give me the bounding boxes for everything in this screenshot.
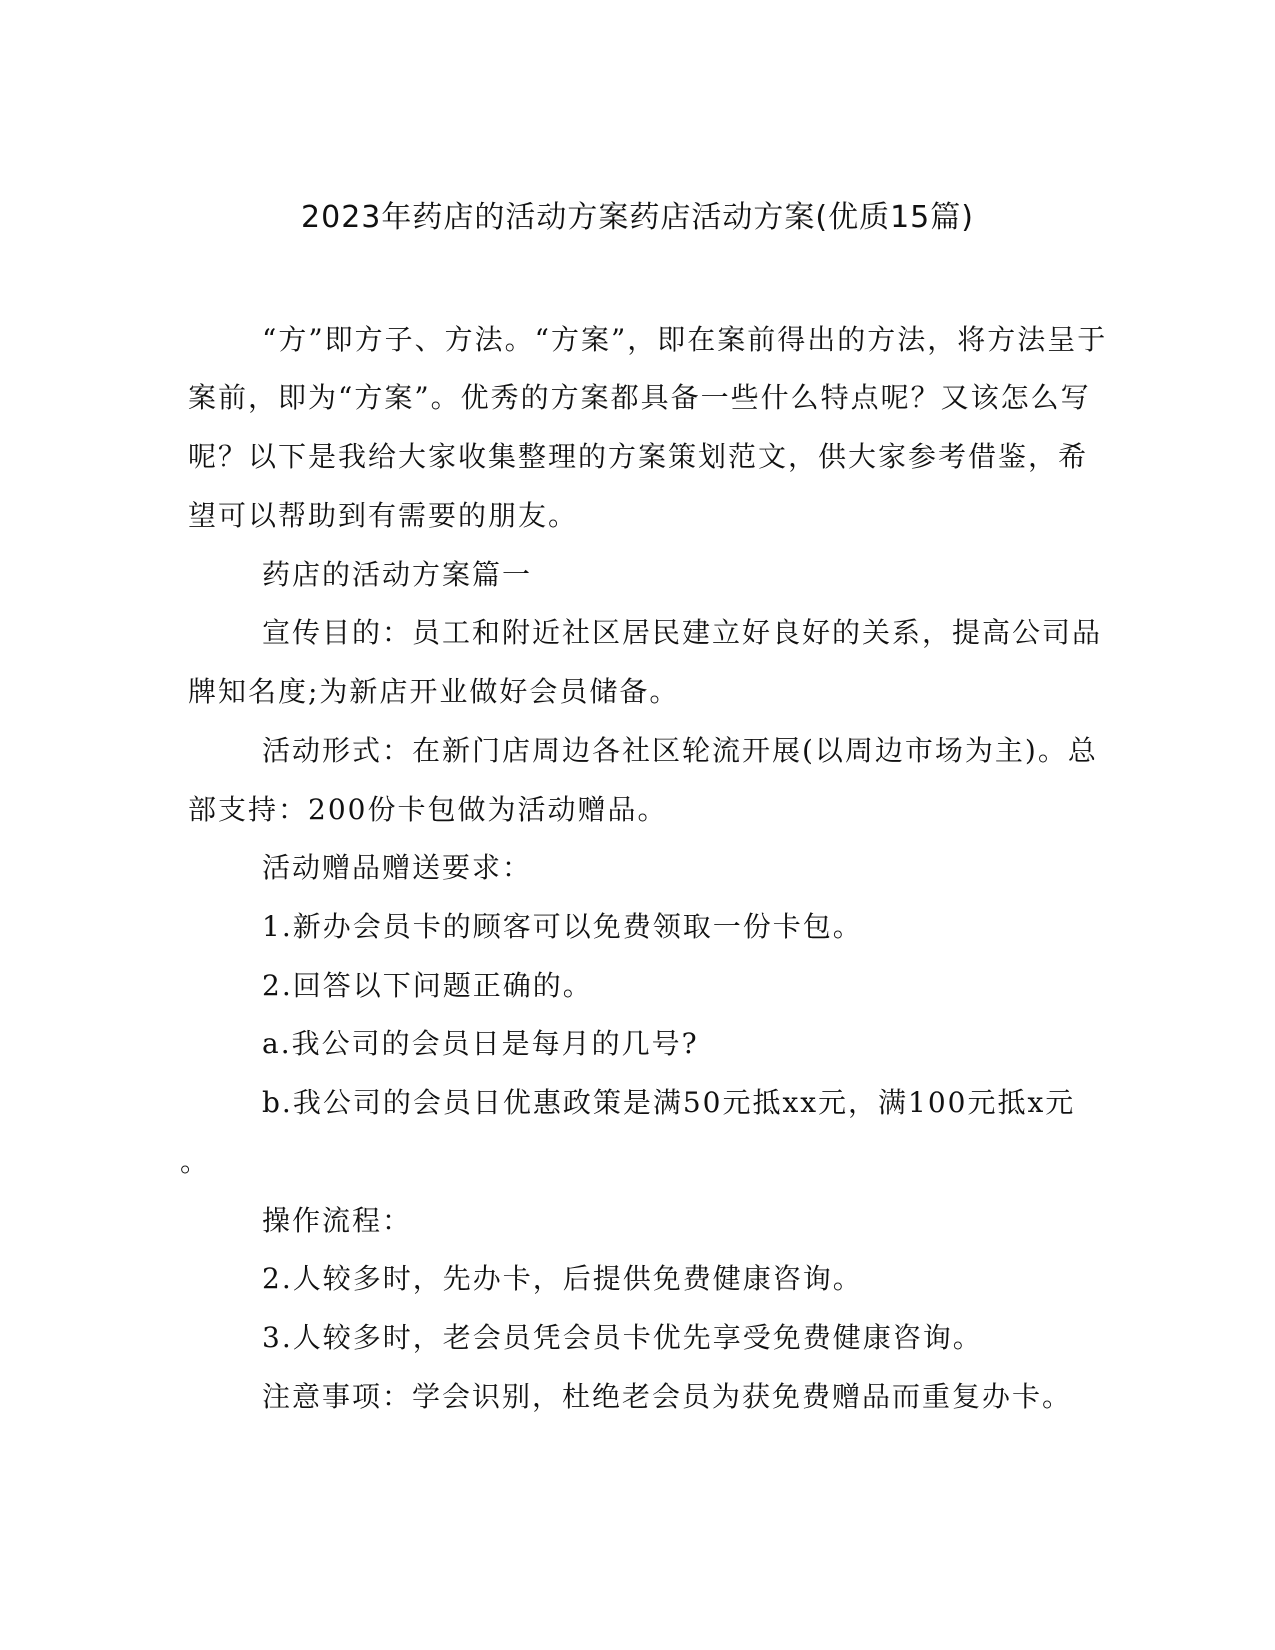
paragraph-line: 望可以帮助到有需要的朋友。 <box>188 499 579 532</box>
list-item: 2.回答以下问题正确的。 <box>262 969 593 1002</box>
paragraph-line: 部支持：200份卡包做为活动赠品。 <box>188 793 668 826</box>
list-item: 1.新办会员卡的顾客可以免费领取一份卡包。 <box>262 910 863 943</box>
paragraph-line: 宣传目的：员工和附近社区居民建立好良好的关系，提高公司品 <box>262 616 1103 649</box>
paragraph-line: 呢？以下是我给大家收集整理的方案策划范文，供大家参考借鉴，希 <box>188 440 1089 473</box>
paragraph-line: “方”即方子、方法。“方案”，即在案前得出的方法，将方法呈于 <box>262 323 1108 356</box>
list-item: 2.人较多时，先办卡，后提供免费健康咨询。 <box>262 1262 863 1295</box>
paragraph-line: 案前，即为“方案”。优秀的方案都具备一些什么特点呢？又该怎么写 <box>188 381 1091 414</box>
list-item: a.我公司的会员日是每月的几号? <box>262 1027 699 1060</box>
document-title: 2023年药店的活动方案药店活动方案(优质15篇) <box>301 200 974 235</box>
paragraph-line: 活动形式：在新门店周边各社区轮流开展(以周边市场为主)。总 <box>262 734 1098 767</box>
paragraph-line: 牌知名度;为新店开业做好会员储备。 <box>188 675 680 708</box>
section-heading: 药店的活动方案篇一 <box>262 558 533 591</box>
list-item: 3.人较多时，老会员凭会员卡优先享受免费健康咨询。 <box>262 1321 983 1354</box>
paragraph-line: 注意事项：学会识别，杜绝老会员为获免费赠品而重复办卡。 <box>262 1380 1073 1413</box>
paragraph-line: 活动赠品赠送要求： <box>262 851 533 884</box>
list-item: b.我公司的会员日优惠政策是满50元抵xx元，满100元抵x元 <box>262 1086 1076 1119</box>
paragraph-line: 。 <box>180 1145 211 1178</box>
paragraph-line: 操作流程： <box>262 1204 413 1237</box>
